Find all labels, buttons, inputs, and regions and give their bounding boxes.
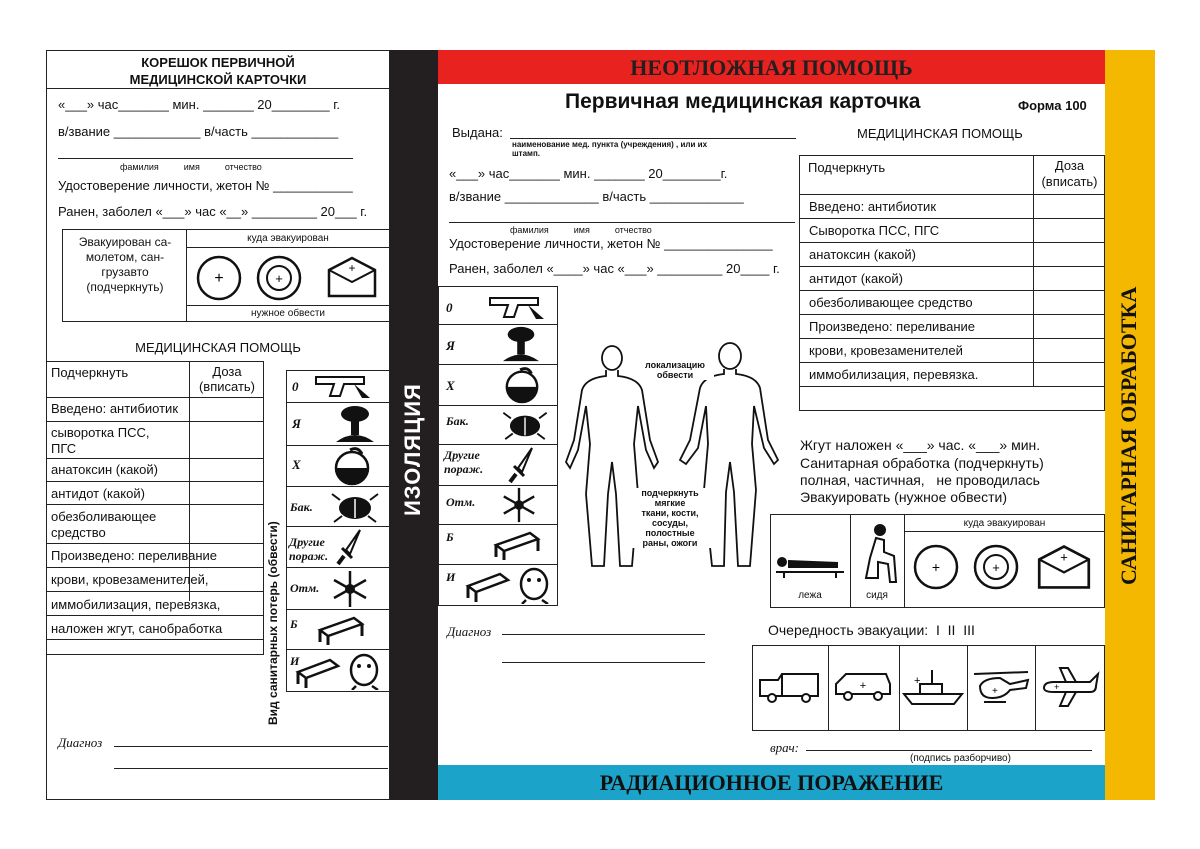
person-sitting-icon[interactable] xyxy=(856,522,900,586)
stub-evac-label-2: молетом, сан- xyxy=(85,250,165,264)
card-evac-order[interactable]: Очередность эвакуации: I II III xyxy=(768,622,975,638)
card-doctor-label: врач: xyxy=(770,740,800,755)
stub-loss-x[interactable]: Х xyxy=(292,457,301,472)
ship-icon[interactable] xyxy=(902,668,964,708)
stub-underline-hdr: Подчеркнуть xyxy=(51,365,129,380)
card-med-help-title: МЕДИЦИНСКАЯ ПОМОЩЬ xyxy=(857,126,1023,141)
card-loss-i[interactable]: И xyxy=(446,570,456,584)
stub-loss-type-label: Вид санитарных потерь (обвести) xyxy=(266,521,280,725)
double-circle-plus-icon[interactable] xyxy=(255,254,303,302)
stub-row-0[interactable]: Введено: антибиотик xyxy=(51,401,179,416)
card-loss-other-1: Другие xyxy=(444,448,480,462)
card-loss-rule xyxy=(438,364,558,365)
stub-evac-label xyxy=(66,235,184,295)
stub-loss-i[interactable]: И xyxy=(290,654,300,668)
stub-row-10[interactable]: наложен жгут, санобработка xyxy=(51,621,223,636)
stub-loss-rule xyxy=(286,567,390,568)
card-med-hline xyxy=(799,218,1105,219)
card-wound-line[interactable]: Ранен, заболел «____» час «___» _________ 20____ г. xyxy=(449,261,780,276)
stub-evac-label-3: грузавто xyxy=(101,265,149,279)
airplane-icon[interactable] xyxy=(1040,664,1100,710)
stub-name-caption: фамилия имя отчество xyxy=(120,162,262,172)
stub-loss-other-2: пораж. xyxy=(289,549,329,563)
card-diagnosis-label: Диагноз xyxy=(447,624,492,639)
card-issued-caption-2: штамп. xyxy=(512,149,541,158)
card-dose-hdr-2: (вписать) xyxy=(1041,174,1098,189)
stub-med-hline xyxy=(46,504,264,505)
card-loss-rule xyxy=(438,485,558,486)
stub-row-6[interactable]: средство xyxy=(51,525,106,540)
stub-diagnosis-line2[interactable] xyxy=(114,768,388,769)
snowflake-icon xyxy=(330,569,370,609)
card-loss-other[interactable] xyxy=(444,448,483,476)
card-form-number: Форма 100 xyxy=(1018,98,1087,113)
stub-loss-otm[interactable]: Отм. xyxy=(290,581,320,595)
stub-row-1[interactable]: сыворотка ПСС, xyxy=(51,425,150,440)
circle-plus-icon[interactable] xyxy=(912,543,960,591)
helicopter-icon[interactable] xyxy=(970,666,1032,708)
svg-text:+: + xyxy=(992,560,1000,575)
body-tissue-2: ткани, кости, xyxy=(641,508,699,518)
circle-plus-icon[interactable] xyxy=(195,254,243,302)
card-med-hline xyxy=(799,242,1105,243)
card-med-hline xyxy=(799,290,1105,291)
card-sanitation-1: Санитарная обработка (подчеркнуть) xyxy=(800,455,1044,471)
stub-loss-rule xyxy=(286,526,390,527)
card-loss-ya[interactable]: Я xyxy=(446,338,455,353)
bed-icon xyxy=(492,527,542,561)
body-tissue-1: мягкие xyxy=(654,498,686,508)
card-name-line[interactable] xyxy=(449,222,795,223)
card-lying-label[interactable]: лежа xyxy=(798,590,822,601)
card-issued-line[interactable] xyxy=(510,138,796,139)
card-row-6[interactable]: крови, кровезаменителей xyxy=(809,343,963,358)
card-loss-other-2: пораж. xyxy=(444,462,484,476)
stub-title-line1: КОРЕШОК ПЕРВИЧНОЙ xyxy=(141,55,295,70)
svg-text:+: + xyxy=(275,271,283,286)
stub-evac-label-1: Эвакуирован са- xyxy=(78,235,172,249)
card-diagnosis-line1[interactable] xyxy=(502,634,705,635)
stub-row-2[interactable]: ПГС xyxy=(51,441,77,456)
sanitation-label: САНИТАРНАЯ ОБРАБОТКА xyxy=(1116,286,1141,585)
svg-text:+: + xyxy=(931,559,941,575)
card-row-0[interactable]: Введено: антибиотик xyxy=(809,199,937,214)
stub-evac-rule2 xyxy=(186,305,390,306)
card-diagnosis-line2[interactable] xyxy=(502,662,705,663)
body-localize-note xyxy=(636,360,714,380)
stub-row-4[interactable]: антидот (какой) xyxy=(51,486,145,501)
card-doctor-line[interactable] xyxy=(806,750,1092,751)
stub-med-hline xyxy=(46,543,264,544)
bed-face-icon xyxy=(294,652,386,690)
card-loss-0[interactable]: 0 xyxy=(446,300,453,315)
card-evac-rule xyxy=(904,531,1105,532)
stub-row-9[interactable]: иммобилизация, перевязка, xyxy=(51,597,221,612)
emergency-label: НЕОТЛОЖНАЯ ПОМОЩЬ xyxy=(630,55,913,80)
stub-dose-hdr-1: Доза xyxy=(212,364,242,379)
body-tissue-note xyxy=(620,488,720,548)
stub-evac-rule1 xyxy=(186,247,390,248)
nuclear-mushroom-icon xyxy=(496,325,546,363)
transport-sep xyxy=(899,645,900,731)
card-loss-otm[interactable]: Отм. xyxy=(446,495,476,509)
stub-diagnosis-label: Диагноз xyxy=(58,735,103,750)
card-row-3[interactable]: антидот (какой) xyxy=(809,271,903,286)
svg-text:+: + xyxy=(1054,682,1060,692)
stub-evac-means: нужное обвести xyxy=(251,308,325,319)
stretcher-lying-icon[interactable] xyxy=(774,550,846,580)
stub-dose-hdr xyxy=(190,364,264,394)
card-rank-line[interactable]: в/звание _____________ в/часть _____________ xyxy=(449,189,744,204)
nuclear-mushroom-icon xyxy=(330,404,380,444)
card-signature-caption: (подпись разборчиво) xyxy=(910,753,1011,764)
snowflake-icon xyxy=(500,486,538,524)
stub-loss-rule xyxy=(286,486,390,487)
stub-date-line[interactable]: «___» час_______ мин. _______ 20________ г. xyxy=(58,97,340,112)
body-tissue-0: подчеркнуть xyxy=(641,488,699,498)
card-tourniquet[interactable]: Жгут наложен «___» час. «___» мин. xyxy=(800,437,1041,453)
stub-evac-where: куда эвакуирован xyxy=(247,233,329,244)
card-med-hline xyxy=(799,362,1105,363)
card-issued-caption xyxy=(512,140,707,158)
stub-loss-rule xyxy=(286,402,390,403)
card-med-hline xyxy=(799,386,1105,387)
card-med-hline xyxy=(799,194,1105,195)
stub-rank-line[interactable]: в/звание ____________ в/часть ____________ xyxy=(58,124,339,139)
transport-sep xyxy=(967,645,968,731)
card-sanitation-2[interactable]: полная, частичная, не проводилась xyxy=(800,472,1040,488)
stub-row-5[interactable]: обезболивающее xyxy=(51,509,157,524)
body-tissue-5: раны, ожоги xyxy=(642,538,698,548)
pistol-icon xyxy=(488,293,550,321)
stub-name-line[interactable] xyxy=(58,158,353,159)
card-loss-rule xyxy=(438,524,558,525)
card-evacuate: Эвакуировать (нужное обвести) xyxy=(800,489,1008,505)
card-title: Первичная медицинская карточка xyxy=(565,90,921,113)
stub-diagnosis-line1[interactable] xyxy=(114,746,388,747)
card-sitting-label[interactable]: сидя xyxy=(866,590,888,601)
card-loss-bak[interactable]: Бак. xyxy=(446,414,469,428)
svg-text:+: + xyxy=(214,270,224,287)
svg-text:+: + xyxy=(1060,549,1068,565)
card-row-1[interactable]: Сыворотка ПСС, ПГС xyxy=(809,223,940,238)
radiation-label: РАДИАЦИОННОЕ ПОРАЖЕНИЕ xyxy=(599,770,944,795)
stub-row-3[interactable]: анатоксин (какой) xyxy=(51,462,158,477)
body-localize-2: обвести xyxy=(656,370,694,380)
stub-med-hline xyxy=(46,481,264,482)
stub-med-hline xyxy=(46,639,264,640)
stub-dose-hdr-2: (вписать) xyxy=(198,379,256,394)
flask-icon xyxy=(500,366,544,404)
stub-med-hline xyxy=(46,421,264,422)
stub-med-hline xyxy=(46,615,264,616)
dagger-icon xyxy=(334,528,364,566)
card-loss-rule xyxy=(438,444,558,445)
tent-plus-icon[interactable] xyxy=(1036,544,1092,590)
card-loss-x[interactable]: Х xyxy=(446,378,455,393)
card-med-hline xyxy=(799,338,1105,339)
tent-plus-icon[interactable] xyxy=(326,256,378,298)
bed-face-icon xyxy=(464,566,556,604)
stub-title-line2: МЕДИЦИНСКОЙ КАРТОЧКИ xyxy=(129,72,307,87)
stub-med-hline xyxy=(46,458,264,459)
stub-loss-other-1: Другие xyxy=(289,535,325,549)
isolation-label: ИЗОЛЯЦИЯ xyxy=(400,383,425,516)
card-med-hline xyxy=(799,314,1105,315)
stub-id-line[interactable]: Удостоверение личности, жетон № ___________ xyxy=(58,178,353,193)
stub-evac-label-4: (подчеркнуть) xyxy=(86,280,164,294)
bed-icon xyxy=(316,612,366,646)
bug-icon xyxy=(330,490,380,524)
dagger-icon xyxy=(506,446,536,484)
card-loss-rule xyxy=(438,405,558,406)
stub-loss-rule xyxy=(286,609,390,610)
truck-icon[interactable] xyxy=(758,670,822,704)
stub-loss-other[interactable] xyxy=(289,535,328,563)
svg-text:+: + xyxy=(859,680,867,692)
svg-text:+: + xyxy=(992,686,998,697)
flask-icon xyxy=(330,446,374,486)
card-row-2[interactable]: анатоксин (какой) xyxy=(809,247,916,262)
card-issued-caption-1: наименование мед. пункта (учреждения) , или их xyxy=(512,140,708,149)
transport-sep xyxy=(828,645,829,731)
card-issued-label: Выдана: xyxy=(452,125,503,140)
svg-text:+: + xyxy=(348,261,356,275)
card-name-caption: фамилия имя отчество xyxy=(510,225,652,235)
bug-icon xyxy=(500,409,550,441)
card-row-5[interactable]: Произведено: переливание xyxy=(809,319,975,334)
body-localize-1: локализацию xyxy=(645,360,705,370)
stub-med-hline xyxy=(46,567,264,568)
card-dose-hdr xyxy=(1034,158,1105,190)
card-loss-b[interactable]: Б xyxy=(446,530,454,544)
stub-loss-bak[interactable]: Бак. xyxy=(290,500,313,514)
body-tissue-4: полостные xyxy=(645,528,695,538)
card-evac-where: куда эвакуирован xyxy=(963,518,1046,529)
stub-wound-line[interactable]: Ранен, заболел «___» час «__» _________ 20___ г. xyxy=(58,204,368,219)
stub-title xyxy=(46,54,390,88)
card-dose-hdr-1: Доза xyxy=(1054,158,1085,173)
stub-row-7[interactable]: Произведено: переливание xyxy=(51,548,217,563)
stub-loss-b[interactable]: Б xyxy=(290,617,298,631)
card-med-hline xyxy=(799,266,1105,267)
stub-title-rule xyxy=(46,88,390,89)
card-date-line[interactable]: «___» час_______ мин. _______ 20________г. xyxy=(449,166,728,181)
stub-row-8[interactable]: крови, кровезаменителей, xyxy=(51,572,209,587)
stub-loss-0[interactable]: 0 xyxy=(292,379,299,394)
card-loss-rule xyxy=(438,564,558,565)
ambulance-car-icon[interactable] xyxy=(832,670,894,704)
stub-loss-rule xyxy=(286,649,390,650)
card-id-line[interactable]: Удостоверение личности, жетон № _______________ xyxy=(449,236,773,251)
stub-med-hline xyxy=(46,397,264,398)
stub-med-help-title: МЕДИЦИНСКАЯ ПОМОЩЬ xyxy=(135,340,301,355)
card-row-4[interactable]: обезболивающее средство xyxy=(809,295,973,310)
double-circle-plus-icon[interactable] xyxy=(972,543,1020,591)
stub-loss-ya[interactable]: Я xyxy=(292,416,301,431)
stub-med-hline xyxy=(46,591,264,592)
svg-text:+: + xyxy=(914,675,921,687)
card-row-7[interactable]: иммобилизация, перевязка. xyxy=(809,367,979,382)
transport-sep xyxy=(1035,645,1036,731)
card-underline-hdr: Подчеркнуть xyxy=(808,160,886,175)
body-tissue-3: сосуды, xyxy=(651,518,689,528)
pistol-icon xyxy=(314,372,376,400)
